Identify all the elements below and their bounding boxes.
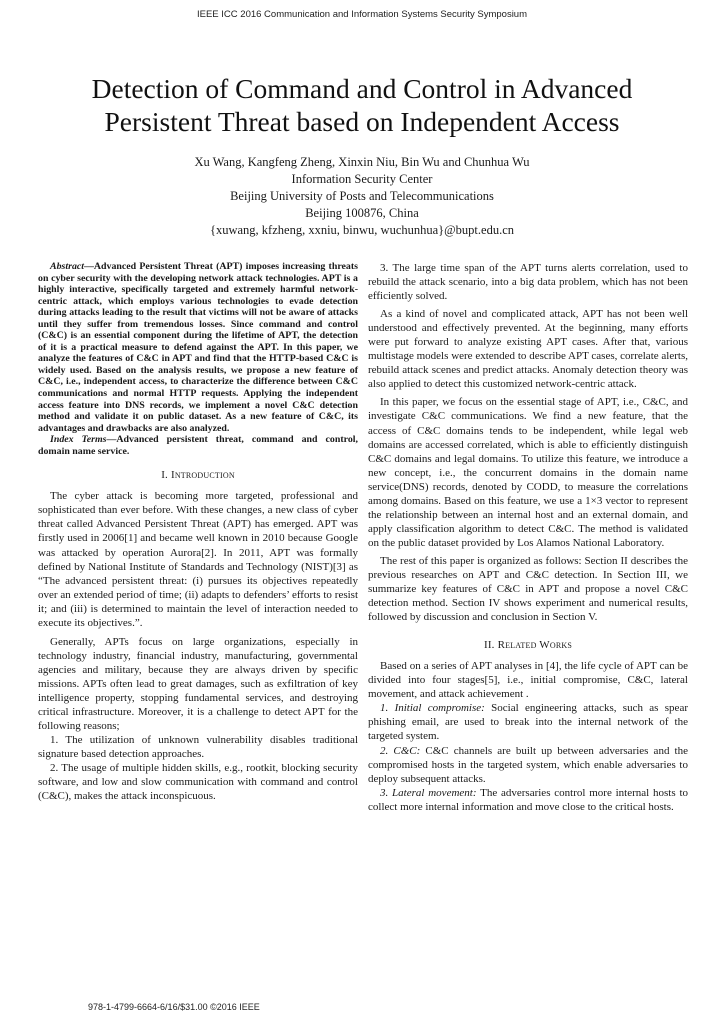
section-numeral: I.	[161, 469, 169, 482]
intro-list-item: 3. The large time span of the APT turns alerts correlation, used to rebuild the attack scenario, into a big data problem, which has not been efficiently solved.	[368, 262, 688, 303]
affiliation-line: Beijing 100876, China	[305, 206, 419, 220]
author-block	[0, 154, 724, 239]
author-emails: {xuwang, kfzheng, xxniu, binwu, wuchunhua}@bupt.edu.cn	[209, 223, 514, 237]
affiliation-line: Beijing University of Posts and Telecommunications	[230, 189, 494, 203]
section-title: Introduction	[170, 469, 235, 482]
section-heading-introduction	[38, 468, 358, 482]
paper-title: Detection of Command and Control in Advanced Persistent Threat based on Independent Access	[91, 73, 633, 137]
section-heading-related-works	[368, 638, 688, 652]
stage-term: 1. Initial compromise:	[380, 702, 485, 715]
intro-paragraph: The rest of this paper is organized as follows: Section II describes the previous researches on APT and C&C detection. In Section III, we summarize key features of C&C in APT and propose a novel C&C detection method. Section IV shows experiment and numerical results, followed by discussion and conclusion in Section V.	[368, 554, 688, 624]
abstract-text: —Advanced Persistent Threat (APT) imposes increasing threats on cyber security with the developing network attack technologies. APT is a highly interactive, specifically targeted and extremely harmful network-centric attack, which employs various technologies to evade detection during attacks leading to the result that victims will not be aware of attacks until they suffer from tremendous losses. Since command and control (C&C) is an essential component during the lifetime of APT, the detection of it is a practical measure to defend against the APT. In this paper, we analyze the features of C&C in APT and find that the HTTP-based C&C is widely used. Based on the analysis results, we propose a new feature of C&C, i.e., independent access, to characterize the difference between C&C communications and normal HTTP requests. Applying the independent access feature into DNS records, we implement a novel C&C detection method and validate it on public dataset. As a new feature of C&C, its advantages and drawbacks are also analyzed.	[38, 261, 358, 434]
index-terms-text: —Advanced persistent threat, command and control, domain name service.	[38, 434, 358, 457]
abstract	[38, 261, 358, 457]
stage-item	[368, 786, 688, 814]
stage-item	[368, 744, 688, 786]
index-terms	[38, 434, 358, 457]
intro-list-item: 2. The usage of multiple hidden skills, e.g., rootkit, blocking security software, and low and slow communication with command and control (C&C), makes the attack inconspicuous.	[38, 762, 358, 803]
stage-item	[368, 701, 688, 743]
index-terms-label: Index Terms	[50, 434, 107, 446]
affiliation-line: Information Security Center	[291, 172, 433, 186]
copyright-footer: 978-1-4799-6664-6/16/$31.00 ©2016 IEEE	[88, 1002, 260, 1012]
intro-paragraph: In this paper, we focus on the essential stage of APT, i.e., C&C, and investigate C&C communications. We find a new feature, that the access of C&C domains tends to be independent, while legal web domains are accessed correlated, which is able to efficiently distinguish C&C domains and legal domains. To utilize this feature, we introduce a new concept, i.e., the concurrent domains in the domain name service(DNS) records, denoted by CODD, to measure the correlations among domains. Based on this feature, we use a 1×3 vector to represent the relationship between an internal host and an external domain, and apply classification algorithm to detect C&C. The method is validated on the public dataset provided by Los Alamos National Laboratory.	[368, 396, 688, 549]
intro-paragraph: As a kind of novel and complicated attack, APT has not been well understood and effectively prevented. At the beginning, many efforts were put forward to analyze existing APT cases. After that, various multistage models were extended to describe APT cases, correlate alerts, rebuild attack scenes and predict attacks. Anomaly detection theory was also applied to detect this customized network-centric attack.	[368, 308, 688, 391]
left-column	[38, 261, 358, 803]
section-title: Related Works	[497, 639, 573, 652]
intro-paragraph: Generally, APTs focus on large organizations, especially in technology industry, financial industry, manufacturing, governmental agencies and military, because they are always driven by specific missions. APTs often lead to great damages, such as exfiltration of key intelligence property, stopping fundamental services, and destroying critical infrastructure. Moreover, it is a challenge to detect APT for the following reasons;	[38, 635, 358, 733]
stage-text: Social engineering attacks, such as spear phishing email, are used to break into the internal network of the targeted system.	[368, 702, 688, 743]
stage-term: 2. C&C:	[380, 744, 421, 757]
conference-header: IEEE ICC 2016 Communication and Information Systems Security Symposium	[197, 9, 527, 20]
related-works-paragraph: Based on a series of APT analyses in [4], the life cycle of APT can be divided into four stages[5], i.e., initial compromise, C&C, lateral movement, and attack achievement .	[368, 660, 688, 701]
section-numeral: II.	[483, 639, 495, 652]
abstract-paragraph	[38, 261, 358, 434]
intro-list-item: 1. The utilization of unknown vulnerability disables traditional signature based detection approaches.	[38, 734, 358, 761]
abstract-label: Abstract	[50, 261, 85, 272]
stage-term: 3. Lateral movement:	[380, 786, 477, 799]
stage-text: C&C channels are built up between adversaries and the compromised hosts in the targeted system, which enable adversaries to deploy subsequent attacks.	[368, 744, 688, 785]
author-names: Xu Wang, Kangfeng Zheng, Xinxin Niu, Bin Wu and Chunhua Wu	[194, 155, 530, 169]
intro-paragraph: The cyber attack is becoming more targeted, professional and sophisticated than ever before. With these changes, a new class of cyber threat called Advanced Persistent Threat (APT) has emerged. APT was firstly used in 2006[1] and became well known in 2010 because Google was attacked by operation Aurora[2]. In 2011, APT was formally defined by National Institute of Standards and Technology (NIST)[3] as “The advanced persistent threat: (i) pursues its objectives repeatedly over an extended period of time; (ii) adapts to defenders’ efforts to resist it; and (iii) is determined to maintain the level of interaction needed to execute its objectives.”.	[38, 490, 358, 629]
stage-text: The adversaries control more internal hosts to collect more internal information and move close to the critical hosts.	[368, 786, 688, 813]
right-column	[368, 261, 688, 814]
